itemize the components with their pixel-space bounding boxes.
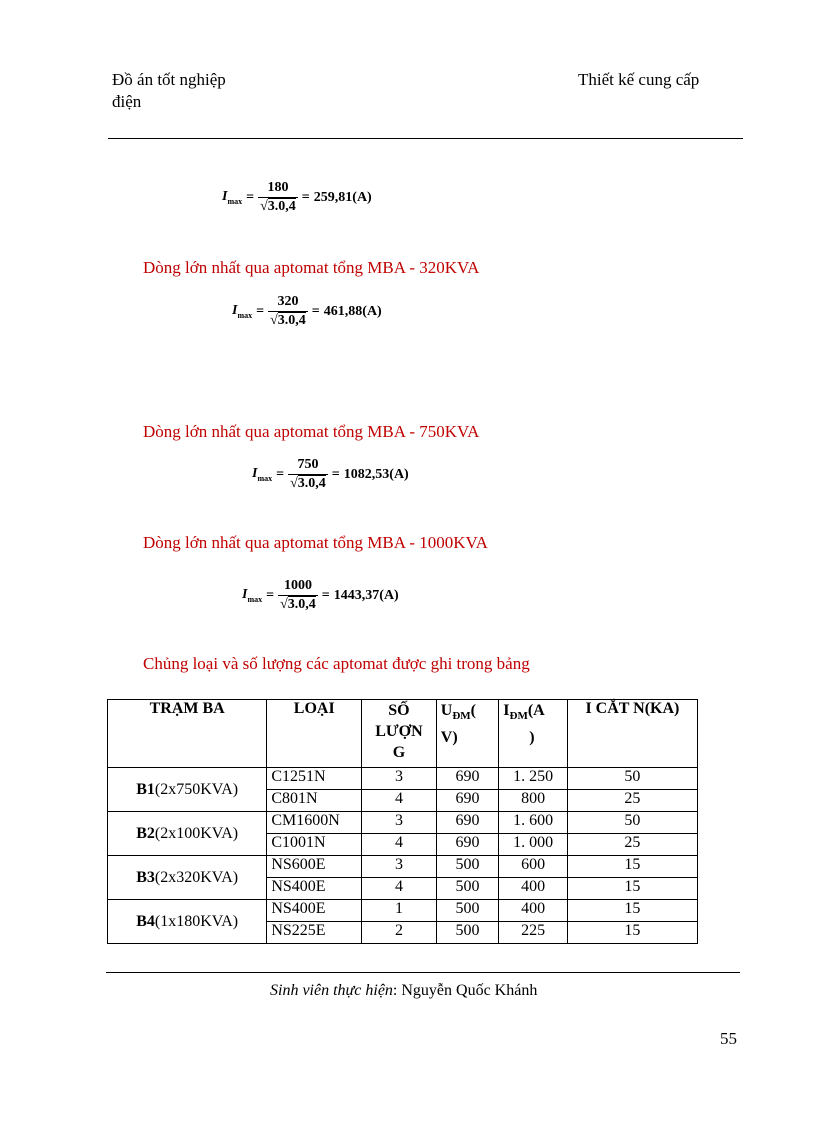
formula-denominator: 3.0,4 xyxy=(297,476,326,491)
col-header-qty-line2: LƯỢN xyxy=(375,723,423,740)
formula-numerator: 320 xyxy=(277,294,299,309)
formula-symbol: I xyxy=(232,303,238,319)
i-cell: 400 xyxy=(499,900,568,922)
i-cell: 800 xyxy=(499,790,568,812)
station-cell xyxy=(108,900,267,944)
col-header-station: TRẠM BA xyxy=(108,700,267,768)
i-tail-a: (A xyxy=(527,702,545,719)
table-row xyxy=(108,768,698,790)
col-header-u xyxy=(436,700,499,768)
i-cell: 1. 000 xyxy=(499,834,568,856)
icut-cell: 15 xyxy=(567,922,697,944)
formula-denominator: 3.0,4 xyxy=(287,597,316,612)
station-spec: (2x320KVA) xyxy=(154,868,239,886)
formula-result: 1082,53(A) xyxy=(343,466,409,482)
footer-name: : Nguyễn Quốc Khánh xyxy=(392,982,538,999)
header-left xyxy=(112,70,226,112)
heading-1000kva: Dòng lớn nhất qua aptomat tổng MBA - 1000KVA xyxy=(143,533,488,552)
table-row xyxy=(108,900,698,922)
station-cell xyxy=(108,812,267,856)
page-number: 55 xyxy=(720,1029,737,1048)
station-code: B2 xyxy=(136,824,155,842)
heading-750kva: Dòng lớn nhất qua aptomat tổng MBA - 750KVA xyxy=(143,422,480,441)
u-cell: 690 xyxy=(436,790,499,812)
qty-cell: 3 xyxy=(362,768,437,790)
qty-cell: 2 xyxy=(362,922,437,944)
i-cell: 1. 250 xyxy=(499,768,568,790)
icut-cell: 15 xyxy=(567,900,697,922)
col-header-icut: I CẮT N(KA) xyxy=(567,700,697,768)
formula-numerator: 180 xyxy=(267,180,289,195)
i-symbol: I xyxy=(503,702,510,719)
formula-numerator: 1000 xyxy=(283,578,312,593)
i-tail-b: ) xyxy=(529,729,535,747)
footer-label: Sinh viên thực hiện xyxy=(270,982,393,999)
table-row xyxy=(108,856,698,878)
table-header-row xyxy=(108,700,698,768)
type-cell: NS400E xyxy=(267,900,362,922)
formula-result: 259,81(A) xyxy=(313,189,372,205)
type-cell: C1001N xyxy=(267,834,362,856)
table-row xyxy=(108,812,698,834)
station-code: B3 xyxy=(136,868,155,886)
u-cell: 690 xyxy=(436,812,499,834)
i-cell: 600 xyxy=(499,856,568,878)
qty-cell: 3 xyxy=(362,856,437,878)
formula-320: $I_{max}$ = $\frac{320}{√3.0,4}$ = 461,88(A) xyxy=(232,294,382,328)
icut-cell: 15 xyxy=(567,856,697,878)
col-header-qty-line1: SỐ xyxy=(388,702,410,719)
u-cell: 690 xyxy=(436,834,499,856)
sqrt-icon: √ xyxy=(280,597,288,612)
u-tail-a: ( xyxy=(470,702,476,719)
icut-cell: 50 xyxy=(567,768,697,790)
u-cell: 500 xyxy=(436,900,499,922)
icut-cell: 15 xyxy=(567,878,697,900)
formula-result: 461,88(A) xyxy=(323,303,382,319)
type-cell: NS600E xyxy=(267,856,362,878)
qty-cell: 4 xyxy=(362,790,437,812)
col-header-qty-line3: G xyxy=(392,744,406,761)
formula-denominator: 3.0,4 xyxy=(267,199,296,214)
station-code: B4 xyxy=(136,912,155,930)
u-cell: 500 xyxy=(436,878,499,900)
station-spec: (2x750KVA) xyxy=(154,780,239,798)
icut-cell: 25 xyxy=(567,834,697,856)
type-cell: NS225E xyxy=(267,922,362,944)
type-cell: NS400E xyxy=(267,878,362,900)
formula-numerator: 750 xyxy=(297,457,319,472)
formula-subscript: max xyxy=(227,196,243,206)
header-title-line1: Đồ án tốt nghiệp xyxy=(112,70,226,89)
footer-author xyxy=(270,982,537,1000)
header-right: Thiết kế cung cấp xyxy=(578,70,700,89)
footer-divider xyxy=(106,972,740,973)
formula-750: $I_{max}$ = $\frac{750}{√3.0,4}$ = 1082,53(A) xyxy=(252,457,409,491)
qty-cell: 4 xyxy=(362,834,437,856)
header-divider xyxy=(108,138,743,139)
type-cell: C801N xyxy=(267,790,362,812)
type-cell: CM1600N xyxy=(267,812,362,834)
formula-1000: $I_{max}$ = $\frac{1000}{√3.0,4}$ = 1443,37(A) xyxy=(242,578,399,612)
u-symbol: U xyxy=(440,702,453,719)
qty-cell: 3 xyxy=(362,812,437,834)
qty-cell: 1 xyxy=(362,900,437,922)
heading-320kva: Dòng lớn nhất qua aptomat tổng MBA - 320KVA xyxy=(143,258,480,277)
station-spec: (2x100KVA) xyxy=(154,824,239,842)
u-cell: 690 xyxy=(436,768,499,790)
i-cell: 1. 600 xyxy=(499,812,568,834)
icut-cell: 25 xyxy=(567,790,697,812)
station-cell xyxy=(108,856,267,900)
aptomat-table xyxy=(107,699,698,944)
formula-subscript: max xyxy=(247,594,263,604)
station-cell xyxy=(108,768,267,812)
u-cell: 500 xyxy=(436,856,499,878)
formula-180: $I_{max}$ = $\frac{180}{√3.0,4}$ = 259,81(A) xyxy=(222,180,372,214)
i-cell: 400 xyxy=(499,878,568,900)
qty-cell: 4 xyxy=(362,878,437,900)
i-subscript: ĐM xyxy=(509,710,528,723)
icut-cell: 50 xyxy=(567,812,697,834)
u-cell: 500 xyxy=(436,922,499,944)
type-cell: C1251N xyxy=(267,768,362,790)
header-title-line2: điện xyxy=(112,92,142,111)
i-cell: 225 xyxy=(499,922,568,944)
formula-symbol: I xyxy=(242,587,248,603)
station-spec: (1x180KVA) xyxy=(154,912,239,930)
formula-subscript: max xyxy=(257,473,273,483)
table-caption: Chủng loại và số lượng các aptomat được ghi trong bảng xyxy=(143,654,530,673)
formula-symbol: I xyxy=(252,466,258,482)
station-code: B1 xyxy=(136,780,155,798)
col-header-qty xyxy=(362,700,437,768)
u-subscript: ĐM xyxy=(452,710,471,723)
sqrt-icon: √ xyxy=(290,476,298,491)
col-header-type: LOẠI xyxy=(267,700,362,768)
formula-subscript: max xyxy=(237,310,253,320)
sqrt-icon: √ xyxy=(260,199,268,214)
col-header-i xyxy=(499,700,568,768)
u-tail-b: V) xyxy=(440,729,458,747)
formula-denominator: 3.0,4 xyxy=(277,313,306,328)
formula-symbol: I xyxy=(222,189,228,205)
formula-result: 1443,37(A) xyxy=(333,587,399,603)
sqrt-icon: √ xyxy=(270,313,278,328)
